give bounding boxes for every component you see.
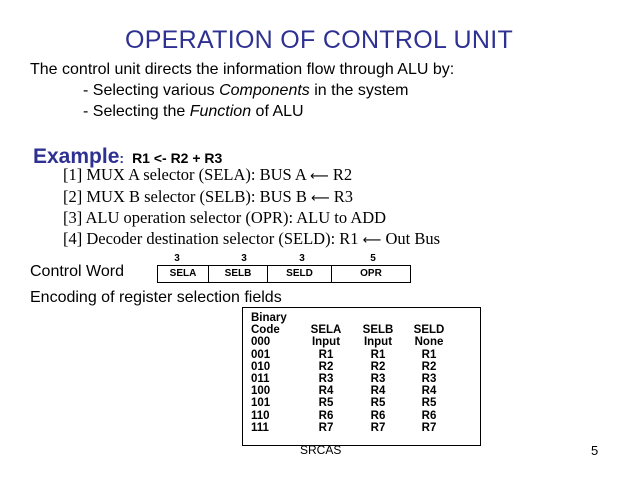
table-header-seld: SELD xyxy=(413,324,445,337)
slide-title: OPERATION OF CONTROL UNIT xyxy=(124,26,514,54)
table-cell: R6 xyxy=(370,409,386,422)
control-word-field-opr: OPR xyxy=(360,268,382,279)
table-cell: R5 xyxy=(421,397,437,410)
table-cell: R6 xyxy=(421,409,437,422)
left-arrow-icon: ⟵ xyxy=(310,191,330,206)
example-label: Example xyxy=(33,145,120,168)
table-cell: None xyxy=(414,336,444,349)
table-cell: 111 xyxy=(251,421,269,434)
step-text: [2] MUX B selector (SELB): BUS B xyxy=(63,187,311,206)
table-cell: 101 xyxy=(251,397,271,410)
table-header-selb: SELB xyxy=(362,324,394,337)
table-cell: R3 xyxy=(370,373,386,385)
table-cell: 000 xyxy=(251,336,271,349)
table-header-sela: SELA xyxy=(310,324,342,337)
bullet-suffix: in the system xyxy=(309,82,409,99)
step-rest: R2 xyxy=(328,165,353,184)
encoding-label: Encoding of register selection fields xyxy=(30,289,282,306)
control-word-field-sela: SELA xyxy=(158,266,209,282)
control-word-field-seld: SELD xyxy=(268,266,332,282)
table-cell: 010 xyxy=(251,360,271,373)
table-cell: R2 xyxy=(318,360,334,373)
control-word-diagram xyxy=(157,265,411,283)
table-cell: R5 xyxy=(370,397,386,410)
table-cell: R2 xyxy=(370,360,386,373)
bit-width-sela: 3 xyxy=(174,253,180,264)
control-word-label: Control Word xyxy=(30,263,124,280)
bullet-emphasis: Function xyxy=(189,103,252,120)
table-cell: 100 xyxy=(251,385,271,398)
table-cell: R6 xyxy=(318,409,334,422)
step-text: [3] ALU operation selector (OPR): ALU to ADD xyxy=(63,208,387,227)
table-header-binary: Binary xyxy=(251,312,287,324)
bit-width-opr: 5 xyxy=(370,253,376,264)
bit-width-selb: 3 xyxy=(241,253,247,264)
table-cell: R4 xyxy=(370,385,386,398)
example-step-1 xyxy=(63,165,352,185)
table-cell: R3 xyxy=(421,373,437,385)
footer-label: SRCAS xyxy=(300,443,342,457)
bullet-suffix: of ALU xyxy=(251,103,304,120)
table-cell: R5 xyxy=(318,397,334,410)
bullet-prefix: - Selecting the xyxy=(83,103,190,120)
example-equation: R1 <- R2 + R3 xyxy=(132,150,223,166)
step-rest: Out Bus xyxy=(381,229,440,248)
table-cell: R7 xyxy=(318,421,334,434)
table-cell: R7 xyxy=(421,421,437,434)
bullet-components xyxy=(83,82,408,100)
table-cell: R1 xyxy=(370,348,386,361)
step-rest: R3 xyxy=(329,187,353,206)
table-cell: R1 xyxy=(318,348,334,361)
bit-width-seld: 3 xyxy=(299,253,305,264)
bullet-emphasis: Components xyxy=(219,82,310,99)
left-arrow-icon: ⟵ xyxy=(310,169,329,184)
table-cell: Input xyxy=(363,336,393,349)
left-arrow-icon: ⟵ xyxy=(362,233,382,248)
table-cell: 110 xyxy=(251,409,270,422)
example-colon: : xyxy=(119,150,125,166)
example-step-3 xyxy=(63,208,386,228)
intro-text: The control unit directs the information flow through ALU by: xyxy=(30,61,455,78)
step-text: [1] MUX A selector (SELA): BUS A xyxy=(63,165,311,184)
table-cell: 001 xyxy=(251,348,271,361)
table-cell: R3 xyxy=(318,373,334,385)
step-text: [4] Decoder destination selector (SELD): R1 xyxy=(63,229,363,248)
bullet-prefix: - Selecting various xyxy=(83,82,220,99)
page-number: 5 xyxy=(591,443,599,458)
table-cell: R2 xyxy=(421,360,437,373)
table-cell: R4 xyxy=(421,385,437,398)
table-cell: R4 xyxy=(318,385,334,398)
example-step-2 xyxy=(63,187,353,207)
table-cell: Input xyxy=(311,336,341,349)
bullet-function xyxy=(83,103,304,121)
example-step-4 xyxy=(63,229,440,249)
table-cell: R1 xyxy=(421,348,437,361)
table-header-code: Code xyxy=(251,324,280,337)
table-cell: 011 xyxy=(251,373,270,385)
control-word-field-selb: SELB xyxy=(209,266,268,282)
table-cell: R7 xyxy=(370,421,386,434)
